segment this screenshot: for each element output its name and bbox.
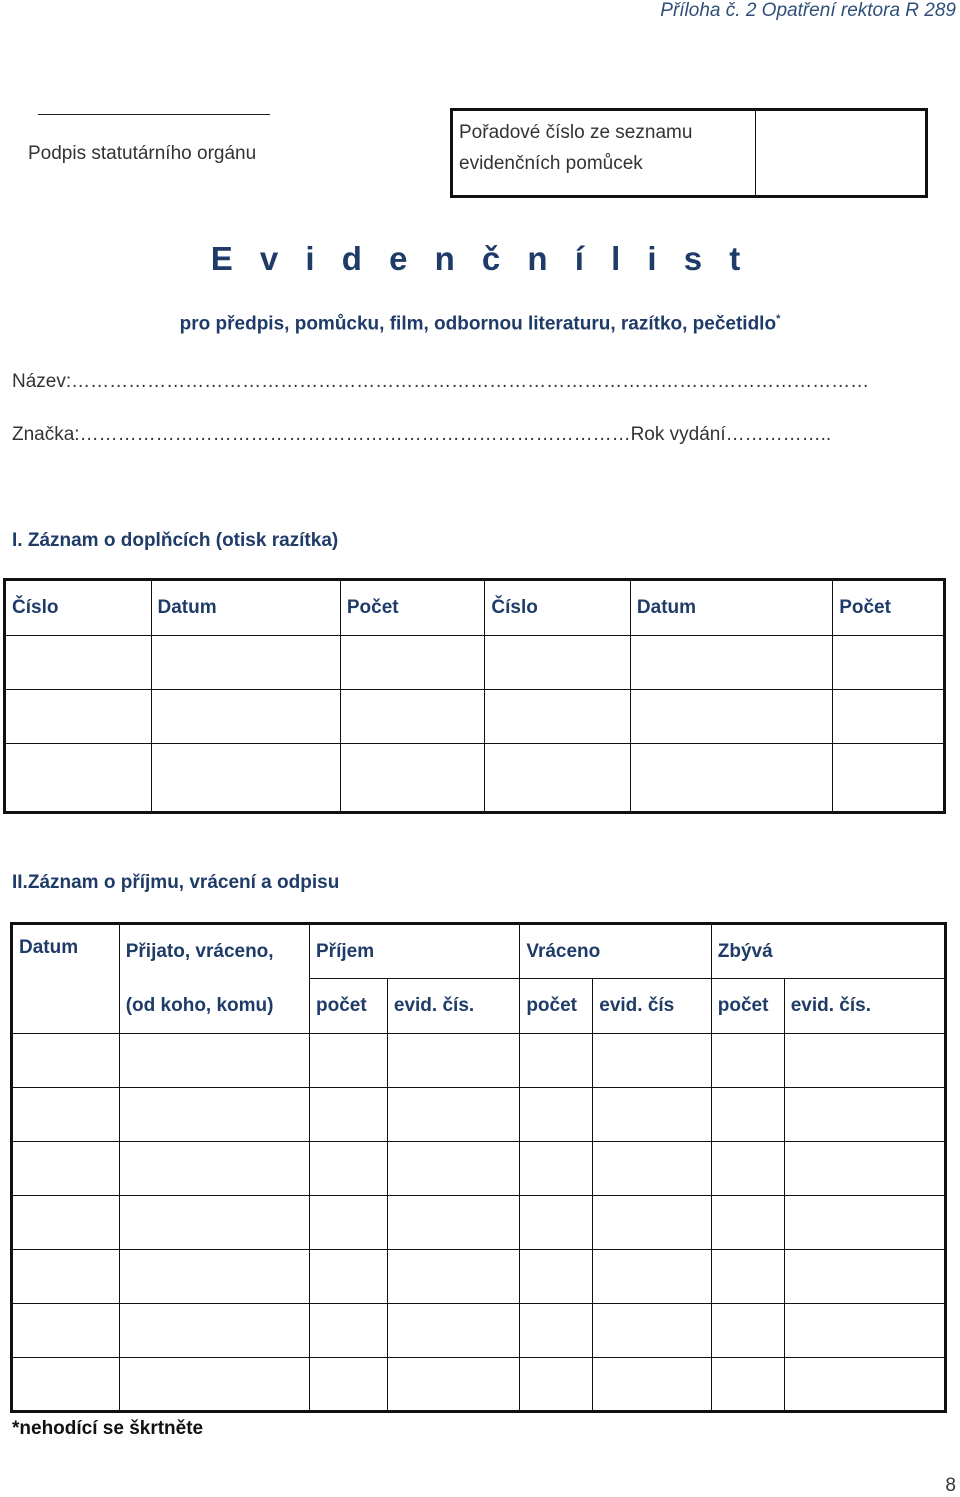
receipts-header-row-1 — [12, 924, 946, 979]
col-header-vraceno-pocet: počet — [520, 979, 593, 1034]
table-row — [12, 1142, 946, 1196]
table-cell[interactable] — [119, 1304, 309, 1358]
table-cell[interactable] — [119, 1088, 309, 1142]
field-nazev[interactable]: Název:……………………………………………………………………………………………………………… — [12, 371, 870, 392]
table-cell[interactable] — [833, 690, 945, 744]
col-header-zbyva-pocet: počet — [711, 979, 784, 1034]
table-row — [5, 636, 945, 690]
table-cell[interactable] — [520, 1250, 593, 1304]
footnote: *nehodící se škrtněte — [12, 1418, 204, 1439]
table-cell[interactable] — [593, 1034, 712, 1088]
table-cell[interactable] — [119, 1196, 309, 1250]
table-cell[interactable] — [387, 1034, 519, 1088]
table-cell[interactable] — [310, 1304, 388, 1358]
table-cell[interactable] — [340, 636, 485, 690]
table-cell[interactable] — [485, 690, 631, 744]
supplements-table — [3, 578, 946, 814]
page-subtitle — [0, 313, 960, 335]
table-cell[interactable] — [12, 1358, 120, 1412]
sequence-number-box — [450, 108, 928, 198]
field-znacka-rok[interactable]: Značka:……………………………………………………………………………Rok vydání…………….. — [12, 424, 832, 445]
table-cell[interactable] — [12, 1304, 120, 1358]
col-header-datum: Datum — [151, 580, 340, 636]
table-cell[interactable] — [711, 1196, 784, 1250]
table-cell[interactable] — [387, 1358, 519, 1412]
section-2-title: II.Záznam o příjmu, vrácení a odpisu — [12, 872, 340, 893]
table-cell[interactable] — [630, 744, 832, 813]
col-header-pocet: Počet — [340, 580, 485, 636]
col-header-prijato: Přijato, vráceno, — [119, 924, 309, 979]
table-cell[interactable] — [12, 1034, 120, 1088]
col-header-zbyva-evid: evid. čís. — [784, 979, 945, 1034]
table-cell[interactable] — [387, 1304, 519, 1358]
table-row — [5, 690, 945, 744]
table-cell[interactable] — [784, 1304, 945, 1358]
table-cell[interactable] — [784, 1250, 945, 1304]
table-cell[interactable] — [833, 744, 945, 813]
table-cell[interactable] — [784, 1196, 945, 1250]
table-cell[interactable] — [387, 1250, 519, 1304]
table-cell[interactable] — [593, 1250, 712, 1304]
table-cell[interactable] — [630, 636, 832, 690]
table-cell[interactable] — [387, 1088, 519, 1142]
supplements-header-row — [5, 580, 945, 636]
table-cell[interactable] — [711, 1250, 784, 1304]
table-cell[interactable] — [520, 1088, 593, 1142]
table-cell[interactable] — [310, 1358, 388, 1412]
table-cell[interactable] — [485, 636, 631, 690]
col-header-prijem: Příjem — [310, 924, 520, 979]
subtitle-footnote-mark: * — [776, 313, 781, 325]
table-cell[interactable] — [119, 1034, 309, 1088]
table-row — [5, 744, 945, 813]
table-cell[interactable] — [12, 1142, 120, 1196]
col-header-datum-2: Datum — [630, 580, 832, 636]
table-cell[interactable] — [784, 1088, 945, 1142]
table-cell[interactable] — [119, 1142, 309, 1196]
col-header-vraceno: Vráceno — [520, 924, 711, 979]
table-row — [12, 1250, 946, 1304]
table-cell[interactable] — [784, 1142, 945, 1196]
col-header-vraceno-evid: evid. čís — [593, 979, 712, 1034]
table-cell[interactable] — [310, 1250, 388, 1304]
table-cell[interactable] — [119, 1250, 309, 1304]
table-cell[interactable] — [340, 690, 485, 744]
table-cell[interactable] — [833, 636, 945, 690]
signature-line — [38, 114, 270, 115]
col-header-pocet-2: Počet — [833, 580, 945, 636]
receipts-header-row-2 — [12, 979, 946, 1034]
subtitle-text: pro předpis, pomůcku, film, odbornou literaturu, razítko, pečetidlo — [179, 313, 777, 335]
table-cell[interactable] — [310, 1088, 388, 1142]
table-cell[interactable] — [12, 1250, 120, 1304]
table-cell[interactable] — [711, 1142, 784, 1196]
section-1-title: I. Záznam o doplňcích (otisk razítka) — [12, 530, 339, 551]
table-cell[interactable] — [119, 1358, 309, 1412]
table-cell[interactable] — [310, 1196, 388, 1250]
table-cell[interactable] — [387, 1196, 519, 1250]
col-header-datum: Datum — [12, 924, 120, 1034]
sequence-number-label: Pořadové číslo ze seznamu evidenčních pomůcek — [459, 122, 693, 174]
table-cell[interactable] — [711, 1304, 784, 1358]
table-cell[interactable] — [151, 744, 340, 813]
table-cell[interactable] — [520, 1304, 593, 1358]
table-cell[interactable] — [520, 1142, 593, 1196]
page-title: E v i d e n č n í l i s t — [210, 240, 750, 277]
col-header-cislo-2: Číslo — [485, 580, 631, 636]
table-cell[interactable] — [5, 744, 152, 813]
col-header-cislo: Číslo — [5, 580, 152, 636]
table-cell[interactable] — [5, 690, 152, 744]
table-cell[interactable] — [630, 690, 832, 744]
table-cell[interactable] — [12, 1088, 120, 1142]
table-row — [12, 1088, 946, 1142]
col-header-prijem-pocet: počet — [310, 979, 388, 1034]
table-cell[interactable] — [310, 1034, 388, 1088]
table-cell[interactable] — [593, 1196, 712, 1250]
table-cell[interactable] — [593, 1142, 712, 1196]
table-cell[interactable] — [711, 1034, 784, 1088]
table-cell[interactable] — [5, 636, 152, 690]
table-row — [12, 1304, 946, 1358]
page-number: 8 — [945, 1475, 956, 1496]
col-header-zbyva: Zbývá — [711, 924, 945, 979]
table-cell[interactable] — [310, 1142, 388, 1196]
table-cell[interactable] — [151, 690, 340, 744]
col-header-prijem-evid: evid. čís. — [387, 979, 519, 1034]
table-cell[interactable] — [784, 1358, 945, 1412]
table-row — [12, 1196, 946, 1250]
signature-label: Podpis statutárního orgánu — [28, 143, 257, 164]
sequence-box-divider — [755, 111, 756, 195]
table-cell[interactable] — [485, 744, 631, 813]
col-header-od-koho: (od koho, komu) — [119, 979, 309, 1034]
table-cell[interactable] — [711, 1088, 784, 1142]
table-row — [12, 1034, 946, 1088]
table-cell[interactable] — [12, 1196, 120, 1250]
table-cell[interactable] — [520, 1034, 593, 1088]
table-cell[interactable] — [784, 1034, 945, 1088]
table-cell[interactable] — [340, 744, 485, 813]
table-cell[interactable] — [520, 1196, 593, 1250]
table-cell[interactable] — [151, 636, 340, 690]
table-cell[interactable] — [593, 1304, 712, 1358]
table-cell[interactable] — [593, 1088, 712, 1142]
table-cell[interactable] — [387, 1142, 519, 1196]
table-cell[interactable] — [711, 1358, 784, 1412]
receipts-table — [10, 922, 947, 1413]
table-row — [12, 1358, 946, 1412]
header-note: Příloha č. 2 Opatření rektora R 289 — [660, 0, 956, 21]
table-cell[interactable] — [520, 1358, 593, 1412]
table-cell[interactable] — [593, 1358, 712, 1412]
